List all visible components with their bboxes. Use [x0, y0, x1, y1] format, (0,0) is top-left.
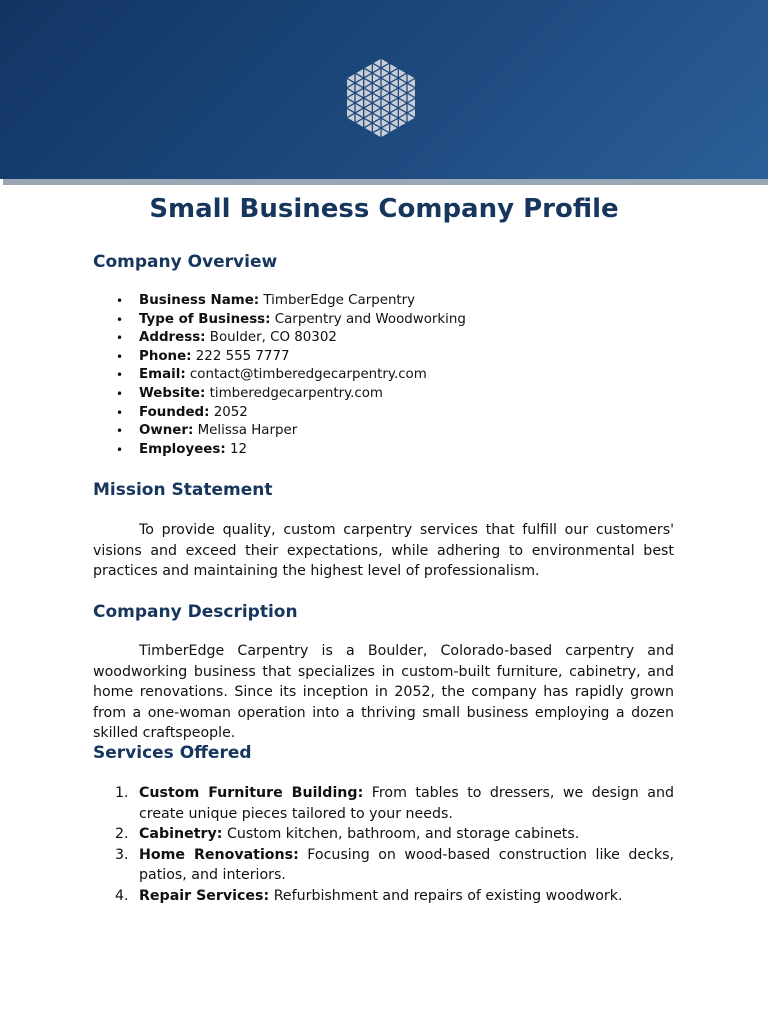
service-label: Repair Services: — [139, 887, 270, 904]
list-item — [93, 348, 693, 367]
field-label: Business Name: — [139, 293, 260, 308]
service-description: From tables to dressers, we design and create unique pieces tailored to your needs. — [139, 785, 674, 822]
list-item — [93, 886, 674, 907]
services-list — [93, 783, 674, 906]
field-value: TimberEdge Carpentry — [259, 293, 416, 308]
service-description: Refurbishment and repairs of existing woodwork. — [269, 887, 623, 904]
service-description: Focusing on wood-based construction like decks, patios, and interiors. — [139, 846, 674, 883]
bullet-icon: • — [116, 349, 124, 364]
service-description: Custom kitchen, bathroom, and storage cabinets. — [222, 826, 580, 842]
list-item — [93, 422, 693, 441]
company-overview-list — [93, 292, 693, 459]
company-description-heading: Company Description — [93, 602, 298, 622]
field-label: Email: — [139, 367, 186, 383]
field-value: Boulder, CO 80302 — [205, 330, 337, 346]
field-value: 222 555 7777 — [191, 348, 290, 364]
list-item — [93, 441, 693, 460]
list-item — [93, 329, 693, 348]
services-offered-heading: Services Offered — [93, 743, 252, 763]
email-value: contact@timberedgecarpentry.com — [185, 367, 427, 383]
field-value: Carpentry and Woodworking — [270, 311, 466, 327]
service-label: Cabinetry: — [139, 826, 223, 842]
list-item — [93, 404, 693, 423]
list-item — [93, 292, 693, 311]
bullet-icon: • — [116, 331, 124, 346]
item-number: 2. — [115, 826, 129, 842]
bullet-icon: • — [116, 312, 124, 327]
field-label: Type of Business: — [139, 311, 271, 327]
mission-statement-text: To provide quality, custom carpentry services that fulfill our customers' visions and exceed their expectations, while adhering to environmental best practices and maintaining the highest level of professionalism. — [93, 522, 674, 579]
bullet-icon: • — [116, 368, 124, 383]
field-label: Website: — [139, 385, 206, 401]
item-number: 1. — [115, 785, 129, 801]
bullet-icon: • — [116, 424, 124, 439]
field-value: 12 — [225, 441, 247, 457]
banner-divider — [3, 179, 768, 185]
hexagon-triangle-logo-icon — [339, 54, 423, 142]
company-description-text: TimberEdge Carpentry is a Boulder, Colorado-based carpentry and woodworking business that specializes in custom-built furniture, cabinetry, and home renovations. Since its inception in 2052, the company has rapidly grown from a one-woman operation into a thriving small business employing a dozen skilled craftspeople. — [93, 643, 674, 741]
website-value: timberedgecarpentry.com — [205, 385, 383, 401]
list-item — [93, 845, 674, 886]
field-label: Phone: — [139, 348, 192, 364]
service-label: Custom Furniture Building: — [139, 785, 364, 801]
list-item — [93, 783, 674, 824]
list-item — [93, 366, 693, 385]
list-item — [93, 311, 693, 330]
list-item — [93, 824, 674, 845]
mission-statement-heading: Mission Statement — [93, 480, 273, 500]
field-value: Melissa Harper — [193, 423, 298, 439]
list-item — [93, 385, 693, 404]
bullet-icon: • — [116, 386, 124, 401]
bullet-icon: • — [116, 294, 124, 308]
field-label: Owner: — [139, 423, 194, 439]
field-value: 2052 — [209, 404, 248, 420]
field-label: Founded: — [139, 404, 210, 420]
page-title: Small Business Company Profile — [149, 194, 619, 224]
item-number: 3. — [115, 846, 129, 863]
bullet-icon: • — [116, 405, 124, 420]
bullet-icon: • — [116, 442, 124, 457]
item-number: 4. — [115, 887, 129, 904]
field-label: Address: — [139, 330, 206, 346]
field-label: Employees: — [139, 441, 226, 457]
service-label: Home Renovations: — [139, 846, 299, 863]
company-overview-heading: Company Overview — [93, 252, 278, 272]
